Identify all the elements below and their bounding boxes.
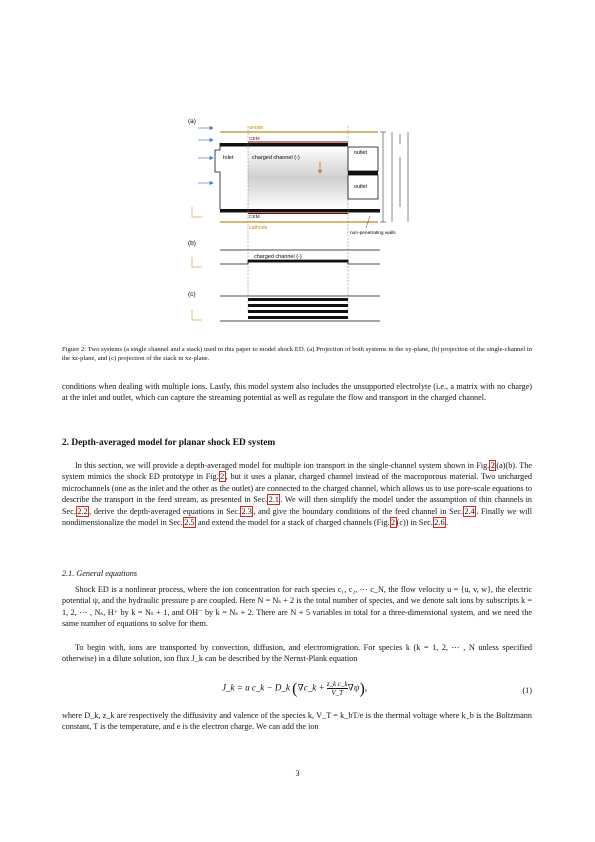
paragraph-1-text: conditions when dealing with multiple ions. Lastly, this model system also includes the unsupported electrolyte (i.e., a matrix with no charge) at the inlet and outlet, which can capture the streaming potential as well as regulate the flow and transport in the charged channel.: [62, 382, 532, 403]
channel-b-wall: [248, 260, 348, 263]
inlet-wall: [215, 143, 220, 209]
paragraph-4: [62, 642, 532, 665]
cem-top-label: CEM: [249, 137, 260, 142]
figure-2: [180, 112, 435, 327]
cathode-label: cathode: [249, 225, 268, 231]
panel-label-b: (b): [188, 240, 196, 247]
section-title: 2. Depth-averaged model for planar shock ED system: [62, 438, 276, 448]
equation-body: J_k = u c_k − D_k (∇c_k + $\frac{\text{z\_k c\_k}}{V\_T}$ ∇ψ),: [222, 680, 368, 698]
ref-sec-2-2[interactable]: 2.2: [77, 506, 88, 516]
figure-2-diagram: [180, 112, 435, 327]
inlet-arrows: [198, 127, 213, 185]
cem-top-bar: [220, 143, 348, 147]
ref-fig2-3[interactable]: 2: [391, 518, 396, 528]
equation-1: [62, 676, 532, 706]
charged-channel-label-a: charged channel (-): [252, 155, 300, 161]
inlet-label: Inlet: [223, 155, 234, 161]
ref-sec-2-3[interactable]: 2.3: [241, 506, 252, 516]
paragraph-2-text: In this section, we will provide a depth-averaged model for multiple ion transport in the single-channel system shown in Fig. 2 (a)(b). The system mimics the shock ED prototype in Fig. 2 , but it uses a planar, charged channel instead of the macroporous material. Two uncharged microchannels (one as the inlet and the other as the outlet) are connected to the charged channel, which allows us to use pore-scale equations to describe the transport in the feed stream, as presented in Sec. 2.1 . We will then simplify the model under the assumption of thin channels in Sec. 2.2 , derive the depth-averaged equations in Sec. 2.3 , and give the boundary conditions of the feed channel in Sec. 2.4 . Finally we will nondimensionalize the model in Sec. 2.5 and extend the model for a stack of charged channels (Fig. 2 (c)) in Sec. 2.6 .: [62, 461, 532, 528]
ref-fig2-2[interactable]: 2: [220, 472, 225, 482]
ref-sec-2-5[interactable]: 2.5: [184, 518, 195, 528]
paragraph-3-text: Shock ED is a nonlinear process, where the ion concentration for each species c₁, c₂, ⋯ c_N, the flow velocity u = {u, v, w}, the electric potential ψ, and the hydraulic pressure p are coupled. Here N = Nₛ + 2 is the total number of species, and we denote salt ions by subscripts k = 1, 2, ⋯ , Nₛ, H⁺ by k = Nₛ + 1, and OH⁻ by k = Nₛ + 2. There are N + 5 variables in total for a three-dimensional system, and we need the same number of equations to solve for them.: [62, 585, 532, 629]
panel-label-c: (c): [188, 291, 196, 298]
ref-sec-2-4[interactable]: 2.4: [464, 506, 475, 516]
paragraph-3: [62, 584, 532, 630]
anode-label: anode: [249, 125, 264, 131]
figure-caption: Figure 2: Two systems (a single channel and a stack) used in this paper to model shock ED. (a) Projection of both systems in the xy-plane, (b) projection of the single-channel in the xz-plane, and (c) projection of the stack in xz-plane.: [62, 346, 532, 362]
paragraph-2: [62, 460, 532, 528]
paragraph-4-text: To begin with, ions are transported by convection, diffusion, and electromigration. For species k (k = 1, 2, ⋯ , N unless specified otherwise) in a dilute solution, ion flux J_k can be described by the Nernst-Plank equation: [62, 643, 532, 664]
stack-c: [220, 296, 380, 321]
outlet-bottom-label: outlet: [354, 184, 367, 190]
cem-bottom-bar: [220, 209, 380, 213]
ref-fig2-1[interactable]: 2: [490, 461, 495, 470]
equation-number: (1): [522, 686, 532, 695]
outlet-top-label: outlet: [354, 150, 367, 156]
paragraph-5: [62, 710, 532, 733]
ref-sec-2-1[interactable]: 2.1: [268, 495, 279, 505]
paragraph-5-text: where D_k, z_k are respectively the diffusivity and valence of the species k, V_T = k_bT/e is the thermal voltage where k_b is the Boltzmann constant, T is the temperature, and e is the electron charge. We can add the ion: [62, 711, 532, 732]
panel-label-a: (a): [188, 118, 196, 125]
charged-channel-label-b: charged channel (-): [254, 254, 302, 260]
axis-a: [192, 207, 202, 217]
cem-bottom-label: CEM: [249, 215, 260, 220]
subsection-title: 2.1. General equations: [62, 569, 138, 578]
page-number: 3: [295, 769, 300, 778]
non-penetrating-label: non-penetrating walls: [350, 231, 396, 236]
ref-sec-2-6[interactable]: 2.6: [434, 518, 445, 528]
paragraph-1: [62, 381, 532, 404]
